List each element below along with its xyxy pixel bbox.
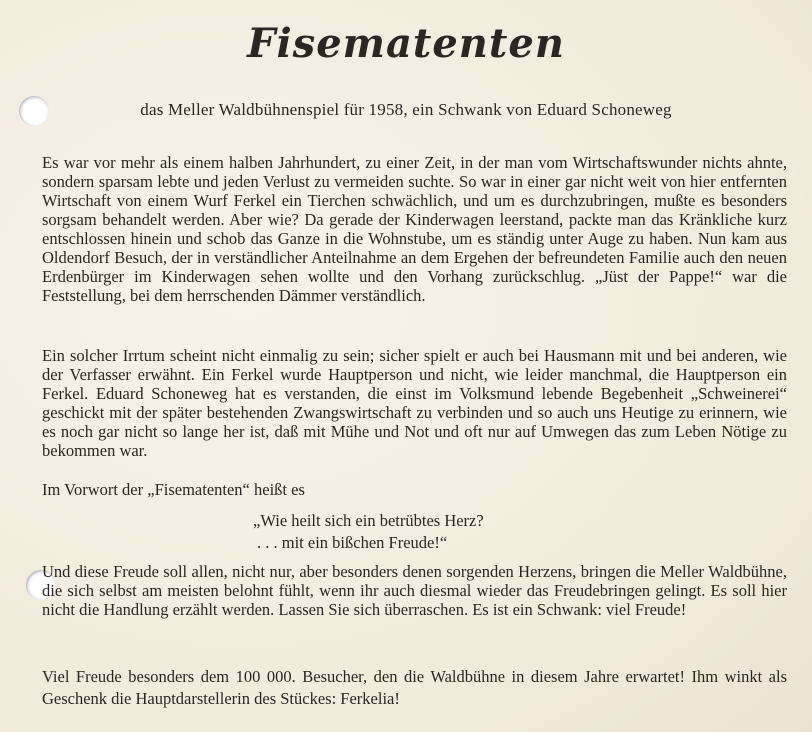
paragraph-1: Es war vor mehr als einem halben Jahrhundert, zu einer Zeit, in der man vom Wirtschaftswunder nichts ahnte, sondern sparsam lebte und jeden Verlust zu vermeiden suchte. So war in einer gar nicht weit von hier entfernten Wirtschaft von einem Wurf Ferkel ein Tierchen schwächlich, und um es durchzubringen, mußte es besonders sorgsam behandelt werden. Aber wie? Da gerade der Kinderwagen leerstand, packte man das Kränkliche kurz entschlossen hinein und schob das Ganze in die Wohnstube, um es ständig unter Auge zu haben. Nun kam aus Oldendorf Besuch, der in verständlicher Anteilnahme an dem Ergehen der befreundeten Familie auch den neuen Erdenbürger im Kinderwagen sehen wollte und den Vorhang zurückschlug. „Jüst der Pappe!“ war die Feststellung, bei dem herrschenden Dämmer verständlich.	[42, 153, 787, 305]
document-title: Fisematenten	[247, 20, 565, 67]
paragraph-4: Und diese Freude soll allen, nicht nur, aber besonders denen sorgenden Herzens, bringen die Meller Waldbühne, die sich selbst am meisten belohnt fühlt, wenn ihr auch diesmal wieder das Freudebringen gelingt. Es soll hier nicht die Handlung erzählt werden. Lassen Sie sich überraschen. Es ist ein Schwank: viel Freude!	[42, 562, 787, 619]
quote-line-1: „Wie heilt sich ein betrübtes Herz?	[253, 511, 484, 530]
quote-line-2: . . . mit ein bißchen Freude!“	[257, 533, 448, 552]
paragraph-3: Im Vorwort der „Fisematenten“ heißt es	[42, 480, 305, 499]
paragraph-2: Ein solcher Irrtum scheint nicht einmalig zu sein; sicher spielt er auch bei Hausmann mit und bei anderen, wie der Verfasser erwähnt. Ein Ferkel wurde Hauptperson und nicht, wie leider manchmal, die Hauptperson ein Ferkel. Eduard Schoneweg hat es verstanden, die einst im Volksmund lebende Begebenheit „Schweinerei“ geschickt mit der später bestehenden Zwangswirtschaft zu verbinden und so auch uns Heutige zu erinnern, wie es noch gar nicht so lange her ist, daß mit Mühe und Not und oft nur auf Umwegen das zum Leben Nötige zu bekommen war.	[42, 346, 787, 460]
paragraph-5: Viel Freude besonders dem 100 000. Besucher, den die Waldbühne in diesem Jahre erwartet! Ihm winkt als Geschenk die Hauptdarstellerin des Stückes: Ferkelia!	[42, 667, 787, 708]
document-subtitle: das Meller Waldbühnenspiel für 1958, ein Schwank von Eduard Schoneweg	[140, 100, 672, 119]
